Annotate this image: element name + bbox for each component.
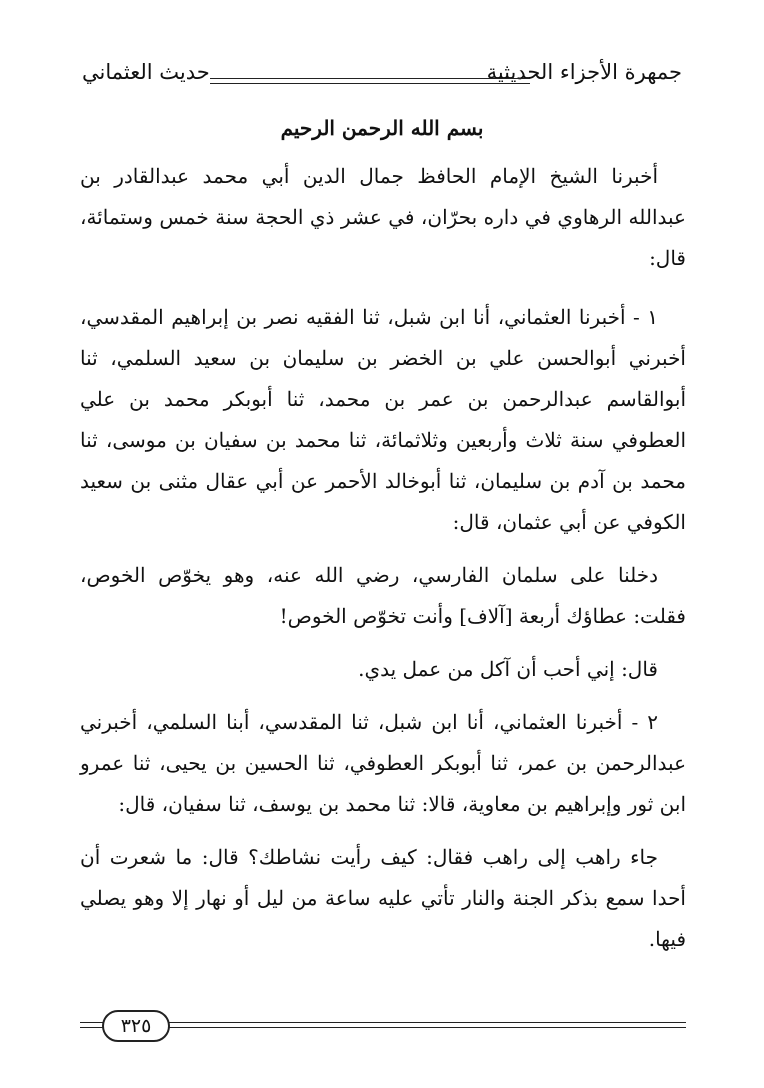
- paragraph-hadith-2-isnad: ٢ - أخبرنا العثماني، أنا ابن شبل، ثنا المقدسي، أبنا السلمي، أخبرني عبدالرحمن بن عمر، ثنا أبوبكر العطوفي، ثنا الحسين بن يحيى، ثنا عمرو ابن ثور وإبراهيم بن معاوية، قالا: ثنا محمد بن يوسف، ثنا سفيان، قال:: [80, 710, 686, 816]
- page-number: ٣٢٥: [102, 1010, 170, 1042]
- page-footer: [80, 1010, 686, 1044]
- paragraph-hadith-1-text: دخلنا على سلمان الفارسي، رضي الله عنه، وهو يخوّص الخوص، فقلت: عطاؤك أربعة [آلاف] وأنت تخوّص الخوص!: [80, 563, 686, 628]
- basmala: بسم الله الرحمن الرحيم: [280, 116, 484, 140]
- book-title: جمهرة الأجزاء الحديثية: [486, 60, 682, 84]
- header-double-rule: [210, 78, 530, 84]
- section-title: حديث العثماني: [82, 60, 210, 84]
- paragraph-opening-isnad: أخبرنا الشيخ الإمام الحافظ جمال الدين أبي محمد عبدالقادر بن عبدالله الرهاوي في داره بحرّان، في عشر ذي الحجة سنة خمس وستمائة، قال:: [80, 164, 686, 270]
- running-header: [82, 60, 682, 100]
- paragraph-hadith-2-text: جاء راهب إلى راهب فقال: كيف رأيت نشاطك؟ قال: ما شعرت أن أحدا سمع بذكر الجنة والنار تأتي عليه ساعة من ليل أو نهار إلا وهو يصلي فيها.: [80, 845, 686, 951]
- body-text: [80, 156, 686, 960]
- paragraph-hadith-1-isnad: ١ - أخبرنا العثماني، أنا ابن شبل، ثنا الفقيه نصر بن إبراهيم المقدسي، أخبرني أبوالحسن علي بن الخضر بن سليمان بن سعيد السلمي، ثنا أبوالقاسم عبدالرحمن بن عمر بن محمد، ثنا أبوبكر محمد بن علي العطوفي سنة ثلاث وأربعين وثلاثمائة، ثنا محمد بن سفيان بن موسى، ثنا محمد بن آدم بن سليمان، ثنا أبوخالد الأحمر عن أبي عقال مثنى بن سعيد الكوفي عن أبي عثمان، قال:: [80, 305, 686, 534]
- paragraph-hadith-1-reply: قال: إني أحب أن آكل من عمل يدي.: [358, 657, 658, 681]
- footer-double-rule: [80, 1022, 686, 1028]
